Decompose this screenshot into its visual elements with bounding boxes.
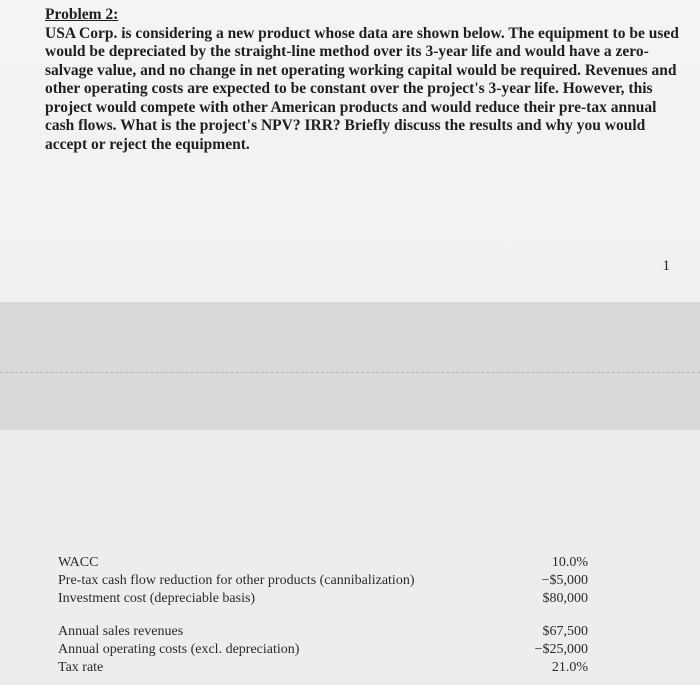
problem-statement	[45, 6, 680, 154]
row-label: Investment cost (depreciable basis)	[58, 591, 256, 606]
row-label: Tax rate	[58, 660, 104, 675]
problem-title: Problem 2:	[45, 6, 119, 23]
page-number: 1	[662, 258, 670, 274]
row-value: −$25,000	[534, 642, 588, 657]
row-value: −$5,000	[541, 573, 588, 588]
row-label: Annual sales revenues	[58, 624, 184, 639]
problem-text: USA Corp. is considering a new product whose data are shown below. The equipment to be used would be depreciated by the straight-line method over its 3-year life and would have a zero-salvage value, and no change in net operating working capital would be required. Revenues and other operating costs are expected to be constant over the project's 3-year life. However, this project would compete with other American products and would reduce their pre-tax annual cash flows. What is the project's NPV? IRR? Briefly discuss the results and why you would accept or reject the equipment.	[45, 24, 679, 153]
table-row	[58, 642, 618, 658]
table-row	[58, 660, 618, 676]
table-row	[58, 591, 618, 607]
row-value: $80,000	[542, 591, 588, 606]
table-row	[58, 624, 618, 640]
table-row	[58, 555, 618, 571]
row-value: 10.0%	[551, 555, 588, 570]
band-divider	[0, 372, 700, 373]
row-label: Pre-tax cash flow reduction for other products (cannibalization)	[58, 573, 415, 588]
row-value: $67,500	[542, 624, 588, 639]
row-value: 21.0%	[551, 660, 588, 675]
table-row	[58, 573, 618, 589]
row-label: Annual operating costs (excl. depreciation)	[58, 642, 300, 657]
row-label: WACC	[58, 555, 99, 570]
blank-gray-band	[0, 302, 700, 430]
